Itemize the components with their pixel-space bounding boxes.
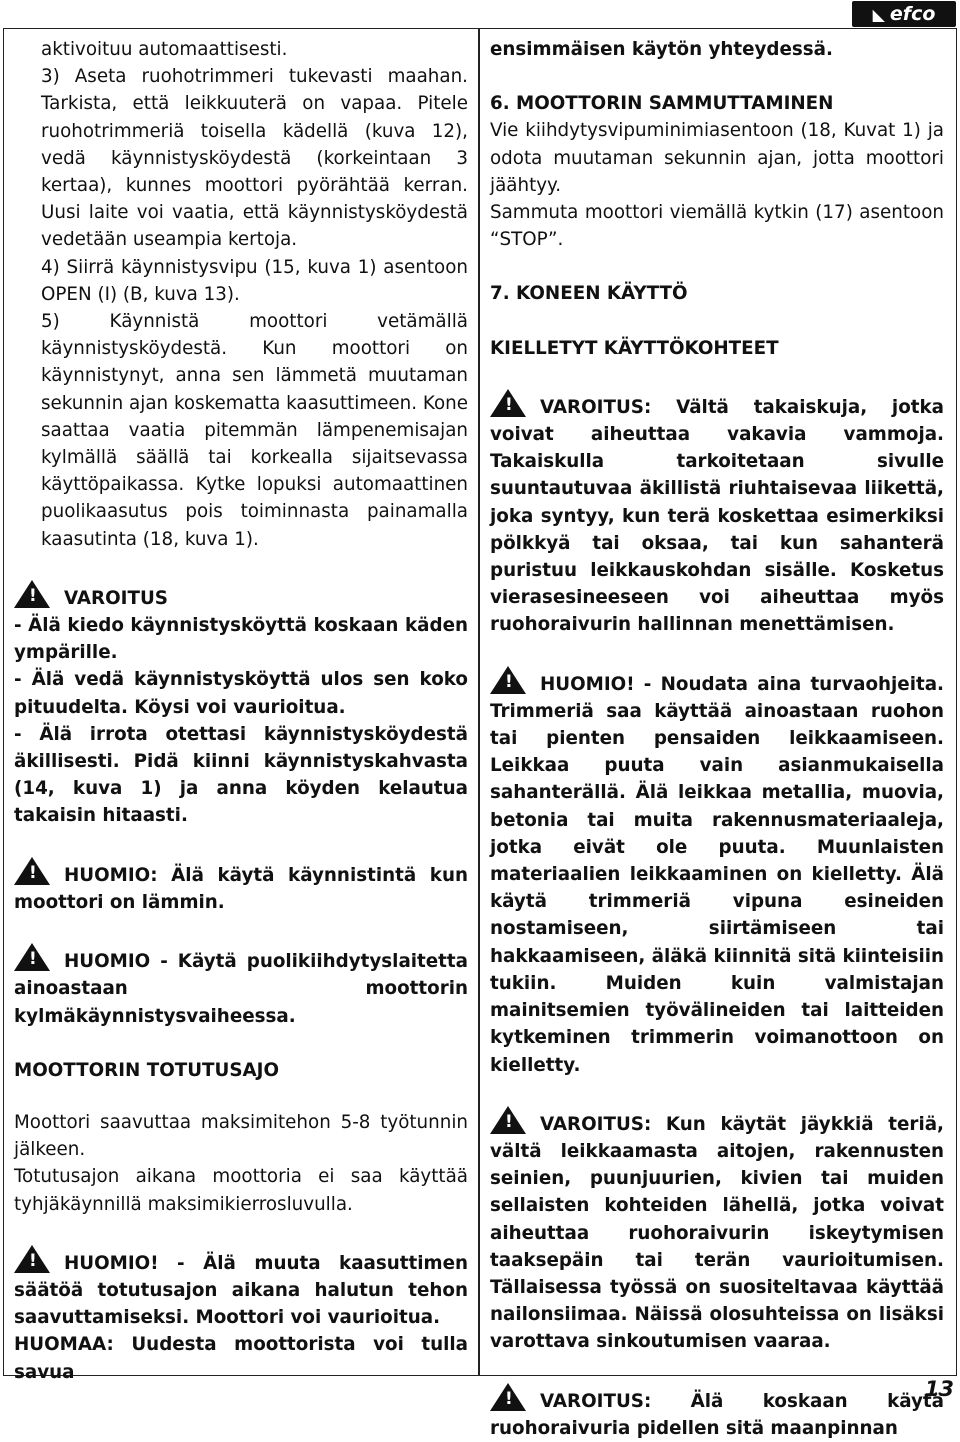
shutdown-paragraph-2: Sammuta moottori viemällä kytkin (17) asentoon “STOP”. bbox=[490, 202, 944, 251]
warning-item: - Älä vedä käynnistysköyttä ulos sen koko pituudelta. Köysi voi vaurioitua. bbox=[14, 669, 468, 718]
left-paragraph-1: aktivoituu automaattisesti. bbox=[41, 39, 288, 60]
warning-block-4 bbox=[14, 1245, 468, 1332]
section-title-usage: 7. KONEEN KÄYTTÖ bbox=[490, 283, 688, 305]
warning-block-ground bbox=[490, 1383, 944, 1442]
warning-block-kickback bbox=[490, 389, 944, 639]
note-paragraph: HUOMAA: Uudesta moottorista voi tulla savua bbox=[14, 1334, 468, 1383]
warning-text: VAROITUS: Kun käytät jäykkiä teriä, vältä leikkaamasta aitojen, rakennusten seinien, puunjuurien, kivien tai muiden sellaisten kohteiden lähellä, jotka voivat aiheuttaa ruohoraivurin iskeytymisen taaksepäin tai terän vaurioitumisen. Tällaisessa työssä on suositeltavaa käyttää nailonsiimaa. Näissä olosuhteissa on lisäksi varottava sinkoutumisen vaaraa. bbox=[490, 1113, 944, 1353]
step-4-paragraph: 4) Siirrä käynnistysvipu (15, kuva 1) asentoon OPEN (I) (B, kuva 13). bbox=[41, 256, 468, 305]
step-5-paragraph: 5) Käynnistä moottori vetämällä käynnistysköydestä. Kun moottori on käynnistynyt, anna sen lämmetä muutaman sekunnin ajan koskematta kaasuttimeen. Kone saattaa vaatia pitemmän lämpenemisajan kylmällä säällä tai korkealla sijaitsevassa käyttöpaikassa. Kytke lopuksi automaattinen puolikaasutus pois toiminnasta painamalla kaasutinta (18, kuva 1). bbox=[41, 311, 468, 550]
column-divider bbox=[478, 28, 480, 1376]
brand-logo bbox=[852, 1, 956, 27]
right-paragraph-1: ensimmäisen käytön yhteydessä. bbox=[490, 39, 833, 60]
warning-item: - Älä kiedo käynnistysköyttä koskaan käden ympärille. bbox=[14, 615, 468, 664]
right-column bbox=[490, 36, 944, 1442]
warning-triangle-icon bbox=[490, 1106, 526, 1134]
warning-text: HUOMIO! - Noudata aina turvaohjeita. Trimmeriä saa käyttää ainoastaan ruohon tai pienten pensaiden leikkaamiseen. Leikkaa puuta vain asianmukaisella sahanterällä. Älä leikkaa metallia, muovia, betonia tai muita rakennusmateriaaleja, jotka eivät ole puuta. Muunlaisten materiaalien leikkaaminen on kielletty. Älä käytä trimmeriä vipuna esineiden nostamiseen, siirtämiseen tai hakkaamiseen, äläkä kiinnitä sitä kiinteisiin tukiin. Muiden kuin valmistajan mainitsemien työvälineiden tai laitteiden kytkeminen trimmerin voimanottoon on kielletty. bbox=[490, 673, 945, 1076]
warning-triangle-icon bbox=[490, 1383, 526, 1411]
warning-triangle-icon bbox=[14, 943, 50, 971]
warning-text: VAROITUS: Älä koskaan käytä ruohoraivuria pidellen sitä maanpinnan bbox=[490, 1390, 944, 1439]
warning-block-1 bbox=[14, 580, 468, 830]
warning-block-rigid-blades bbox=[490, 1106, 944, 1356]
warning-triangle-icon bbox=[14, 580, 50, 608]
warning-text: VAROITUS: Vältä takaiskuja, jotka voivat aiheuttaa vakavia vammoja. Takaiskulla tarkoitetaan sivulle suuntautuvaa äkillistä riuhtaisevaa liikettä, joka syntyy, kun terä koskettaa esimerkiksi pölkkyä tai oksaa, tai kun sahanterä puristuu leikkauskohdan sisälle. Kosketus vierasesineeseen voi aiheuttaa myös ruohoraivurin hallinnan menettämisen. bbox=[490, 396, 944, 636]
warning-triangle-icon bbox=[490, 389, 526, 417]
warning-block-2 bbox=[14, 857, 468, 916]
page-number: 13 bbox=[924, 1377, 954, 1401]
break-in-paragraph-1: Moottori saavuttaa maksimitehon 5-8 työtunnin jälkeen. bbox=[14, 1111, 468, 1161]
step-3-paragraph: 3) Aseta ruohotrimmeri tukevasti maahan. Tarkista, että leikkuuterä on vapaa. Pitele ruohotrimmeriä toisella kädellä (kuva 12), vedä käynnistysköydestä (korkeintaan 3 kertaa), kunnes moottori pyörähtää kerran. Uusi laite voi vaatia, että käynnistysköydestä vedetään useampia kertoja. bbox=[41, 66, 468, 251]
warning-text: HUOMIO - Käytä puolikiihdytyslaitetta ainoastaan moottorin kylmäkäynnistysvaiheessa. bbox=[14, 951, 468, 1027]
warning-title: VAROITUS bbox=[64, 587, 168, 609]
warning-triangle-icon bbox=[14, 1245, 50, 1273]
break-in-paragraph-2: Totutusajon aikana moottoria ei saa käyttää tyhjäkäynnillä maksimikierrosluvulla. bbox=[14, 1166, 468, 1215]
logo-text: efco bbox=[889, 3, 936, 25]
left-column bbox=[14, 36, 468, 1386]
warning-item: - Älä irrota otettasi käynnistysköydestä äkillisesti. Pidä kiinni käynnistyskahvasta (14, kuva 1) ja anna köyden kelautua takaisin hitaasti. bbox=[14, 723, 468, 827]
warning-triangle-icon bbox=[490, 666, 526, 694]
warning-text: HUOMIO: Älä käytä käynnistintä kun moottori on lämmin. bbox=[14, 864, 468, 913]
warning-triangle-icon bbox=[14, 857, 50, 885]
warning-text: HUOMIO! - Älä muuta kaasuttimen säätöä totutusajon aikana halutun tehon saavuttamiseksi. Moottori voi vaurioitua. bbox=[14, 1252, 468, 1329]
shutdown-paragraph-1: Vie kiihdytysvipuminimiasentoon (18, Kuvat 1) ja odota muutaman sekunnin ajan, jotta moottori jäähtyy. bbox=[490, 120, 944, 196]
warning-block-3 bbox=[14, 943, 468, 1030]
warning-block-safety bbox=[490, 666, 944, 1079]
section-title-shutdown: 6. MOOTTORIN SAMMUTTAMINEN bbox=[490, 93, 834, 115]
section-title-break-in: MOOTTORIN TOTUTUSAJO bbox=[14, 1059, 280, 1081]
logo-mark-icon: ◣ bbox=[872, 4, 885, 24]
subsection-title-prohibited: KIELLETYT KÄYTTÖKOHTEET bbox=[490, 337, 779, 359]
